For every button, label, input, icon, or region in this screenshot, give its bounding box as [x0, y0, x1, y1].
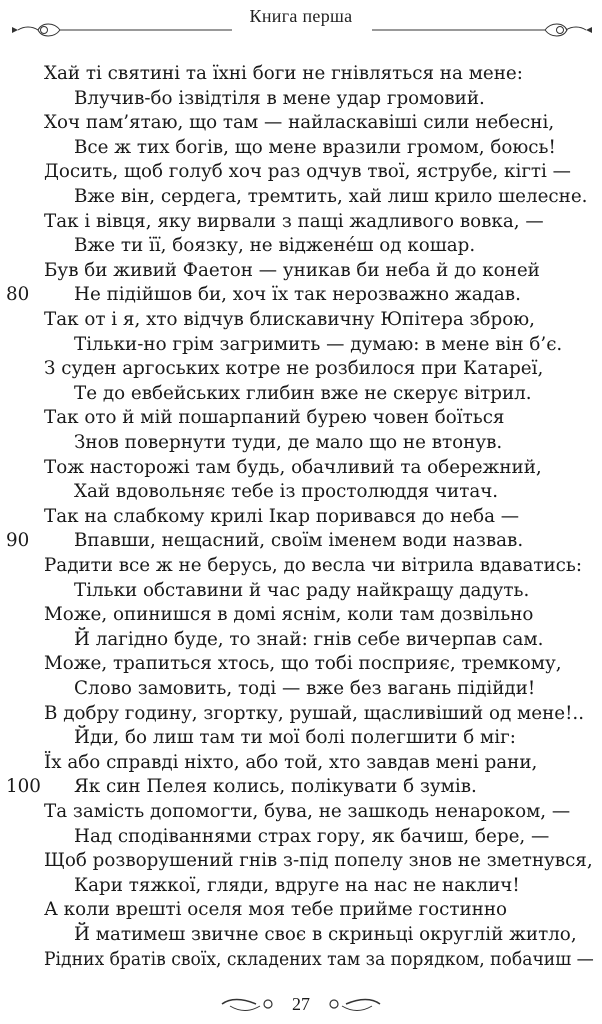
line-text: Впавши, нещасний, своїм іменем води назвав. [74, 530, 524, 552]
line-number: 100 [6, 776, 41, 798]
line-text: Кари тяжкої, гляди, вдруге на нас не наклич! [74, 874, 520, 896]
line-text: Йди, бо лиш там ти мої болі полегшити б міг: [74, 727, 516, 749]
line-text: В добру годину, згортку, рушай, щасливіший од мене!.. [44, 702, 585, 724]
line-text: Так і вівця, яку вирвали з пащі жадливого вовка, — [44, 210, 544, 232]
line-text: Може, опинишся в домі яснім, коли там дозвільно [44, 604, 534, 626]
line-text: Так на слабкому крилі Ікар поривався до неба — [44, 505, 520, 527]
line-text: А коли врешті оселя моя тебе прийме гостинно [44, 899, 508, 921]
line-text: Може, трапиться хтось, що тобі посприяє, тремкому, [44, 653, 562, 675]
line-text: Хай вдовольняє тебе із простолюддя читач. [74, 481, 499, 503]
page-footer [0, 990, 602, 1024]
line-text: Все ж тих богів, що мене вразили громом, боюсь! [74, 136, 556, 158]
line-text: Тільки обставини й час раду найкращу дадуть. [74, 579, 530, 601]
line-text: Знов повернути туди, де мало що не втонув. [74, 432, 503, 453]
page-number: 27 [292, 994, 310, 1014]
line-text: Слово замовить, тоді — вже без вагань підійди! [74, 678, 536, 699]
line-text: Вже ти її, боязку, не віджене́ш од кошар. [74, 235, 476, 257]
line-text: Й матимеш звичне своє в скриньці округлій житло, [74, 924, 577, 945]
header-title: Книга перша [249, 6, 353, 26]
line-text: Над сподіваннями страх гору, як бачиш, бере, — [74, 825, 550, 847]
line-text: Досить, щоб голуб хоч раз одчув твої, яструбе, кігті — [44, 161, 571, 183]
line-text: Тож насторожі там будь, обачливий та обережний, [44, 456, 542, 478]
line-number: 80 [6, 284, 30, 306]
line-text: Їх або справді ніхто, або той, хто завдав мені рани, [44, 751, 538, 773]
line-text: Не підійшов би, хоч їх так нерозважно жадав. [74, 284, 521, 306]
line-text: Хоч пам’ятаю, що там — найласкавіші сили небесні, [44, 112, 555, 134]
line-text: Те до евбейських глибин вже не скерує вітрил. [74, 382, 532, 404]
line-number: 90 [6, 530, 30, 552]
line-text: Та замість допомогти, бува, не зашкодь ненароком, — [44, 801, 571, 822]
line-text: З суден аргоських котре не розбилося при Катареї, [44, 358, 544, 380]
line-text: Рідних братів своїх, складених там за порядком, побачиш — [44, 948, 594, 970]
line-text: Вже він, сердега, тремтить, хай лиш крило шелесне. [74, 186, 588, 207]
line-text: Тільки-но грім загримить — думаю: в мене він б’є. [74, 333, 563, 355]
line-text: Як син Пелея колись, полікувати б зумів. [74, 776, 477, 798]
line-text: Влучив-бо ізвідтіля в мене удар громовий. [74, 87, 485, 109]
line-text: Радити все ж не берусь, до весла чи вітрила вдаватись: [44, 555, 583, 576]
line-text: Так от і я, хто відчув блискавичну Юпітера зброю, [44, 309, 535, 330]
line-text: Й лагідно буде, то знай: гнів себе вичерпав сам. [74, 628, 544, 650]
line-text: Щоб розворушений гнів з-під попелу знов не зметнувся, [44, 850, 593, 872]
line-text: Так ото й мій пошарпаний бурею човен боїться [44, 407, 505, 429]
line-text: Був би живий Фаетон — уникав би неба й до коней [44, 259, 540, 281]
line-text: Хай ті святині та їхні боги не гнівляться на мене: [44, 63, 523, 84]
running-header [0, 0, 602, 50]
